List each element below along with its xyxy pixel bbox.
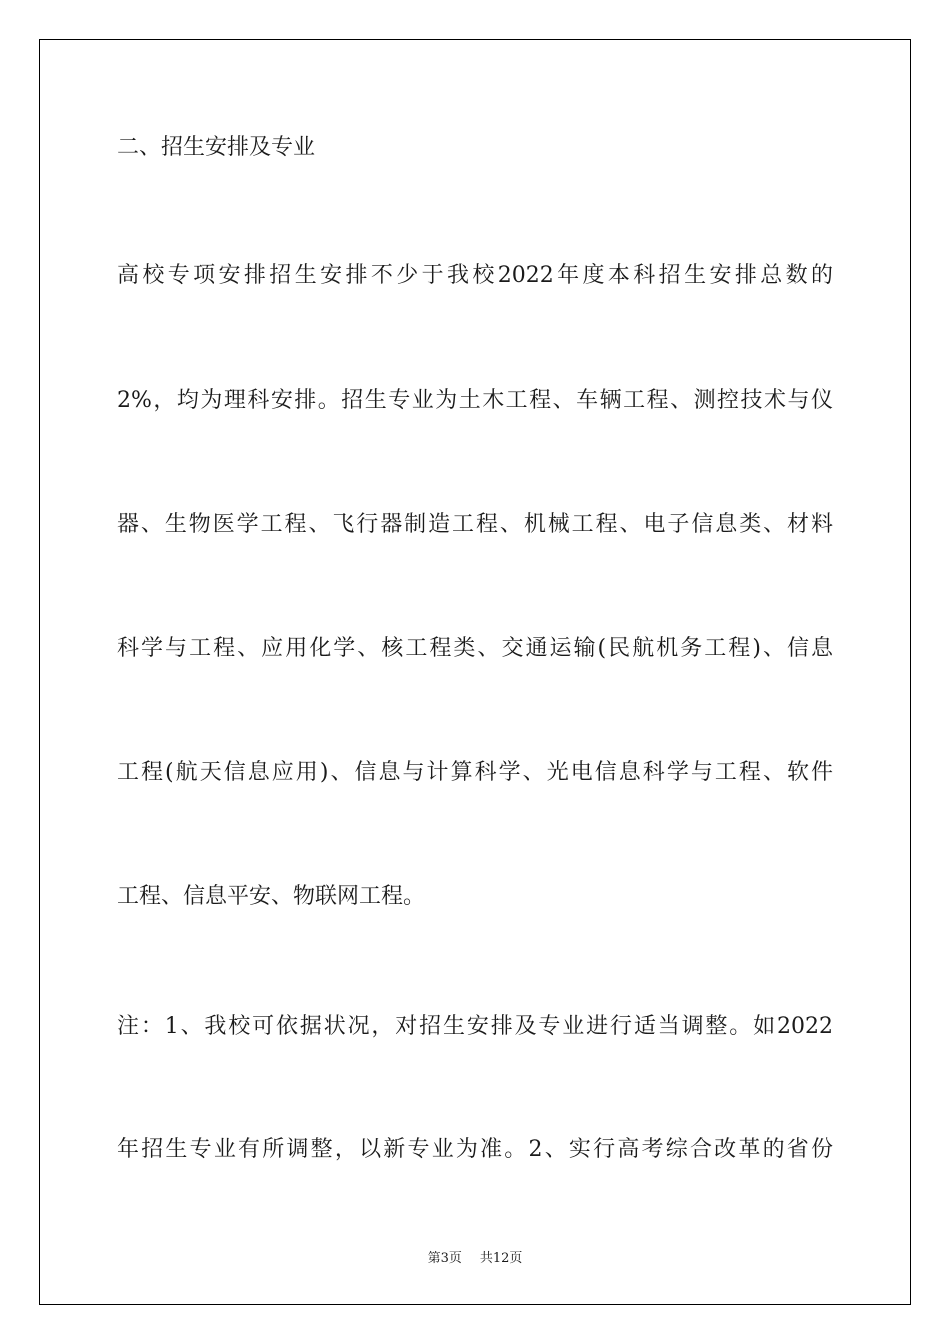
paragraph-line: 科学与工程、应用化学、核工程类、交通运输(民航机务工程)、信息 [117, 636, 833, 661]
note-line: 年招生专业有所调整，以新专业为准。2、实行高考综合改革的省份 [117, 1137, 833, 1162]
paragraph-line: 工程、信息平安、物联网工程。 [117, 884, 426, 909]
page-total: 共12页 [479, 1251, 523, 1266]
paragraph-line: 高校专项安排招生安排不少于我校2022年度本科招生安排总数的 [117, 263, 833, 288]
paragraph-line: 器、生物医学工程、飞行器制造工程、机械工程、电子信息类、材料 [117, 512, 833, 537]
page-footer [0, 1247, 950, 1266]
page-border [39, 39, 911, 1305]
note-line: 注：1、我校可依据状况，对招生安排及专业进行适当调整。如2022 [117, 1014, 833, 1039]
page-number: 第3页 [427, 1251, 462, 1266]
section-heading: 二、招生安排及专业 [117, 135, 316, 160]
paragraph-line: 工程(航天信息应用)、信息与计算科学、光电信息科学与工程、软件 [117, 760, 833, 785]
paragraph-line: 2%，均为理科安排。招生专业为土木工程、车辆工程、测控技术与仪 [117, 388, 833, 413]
